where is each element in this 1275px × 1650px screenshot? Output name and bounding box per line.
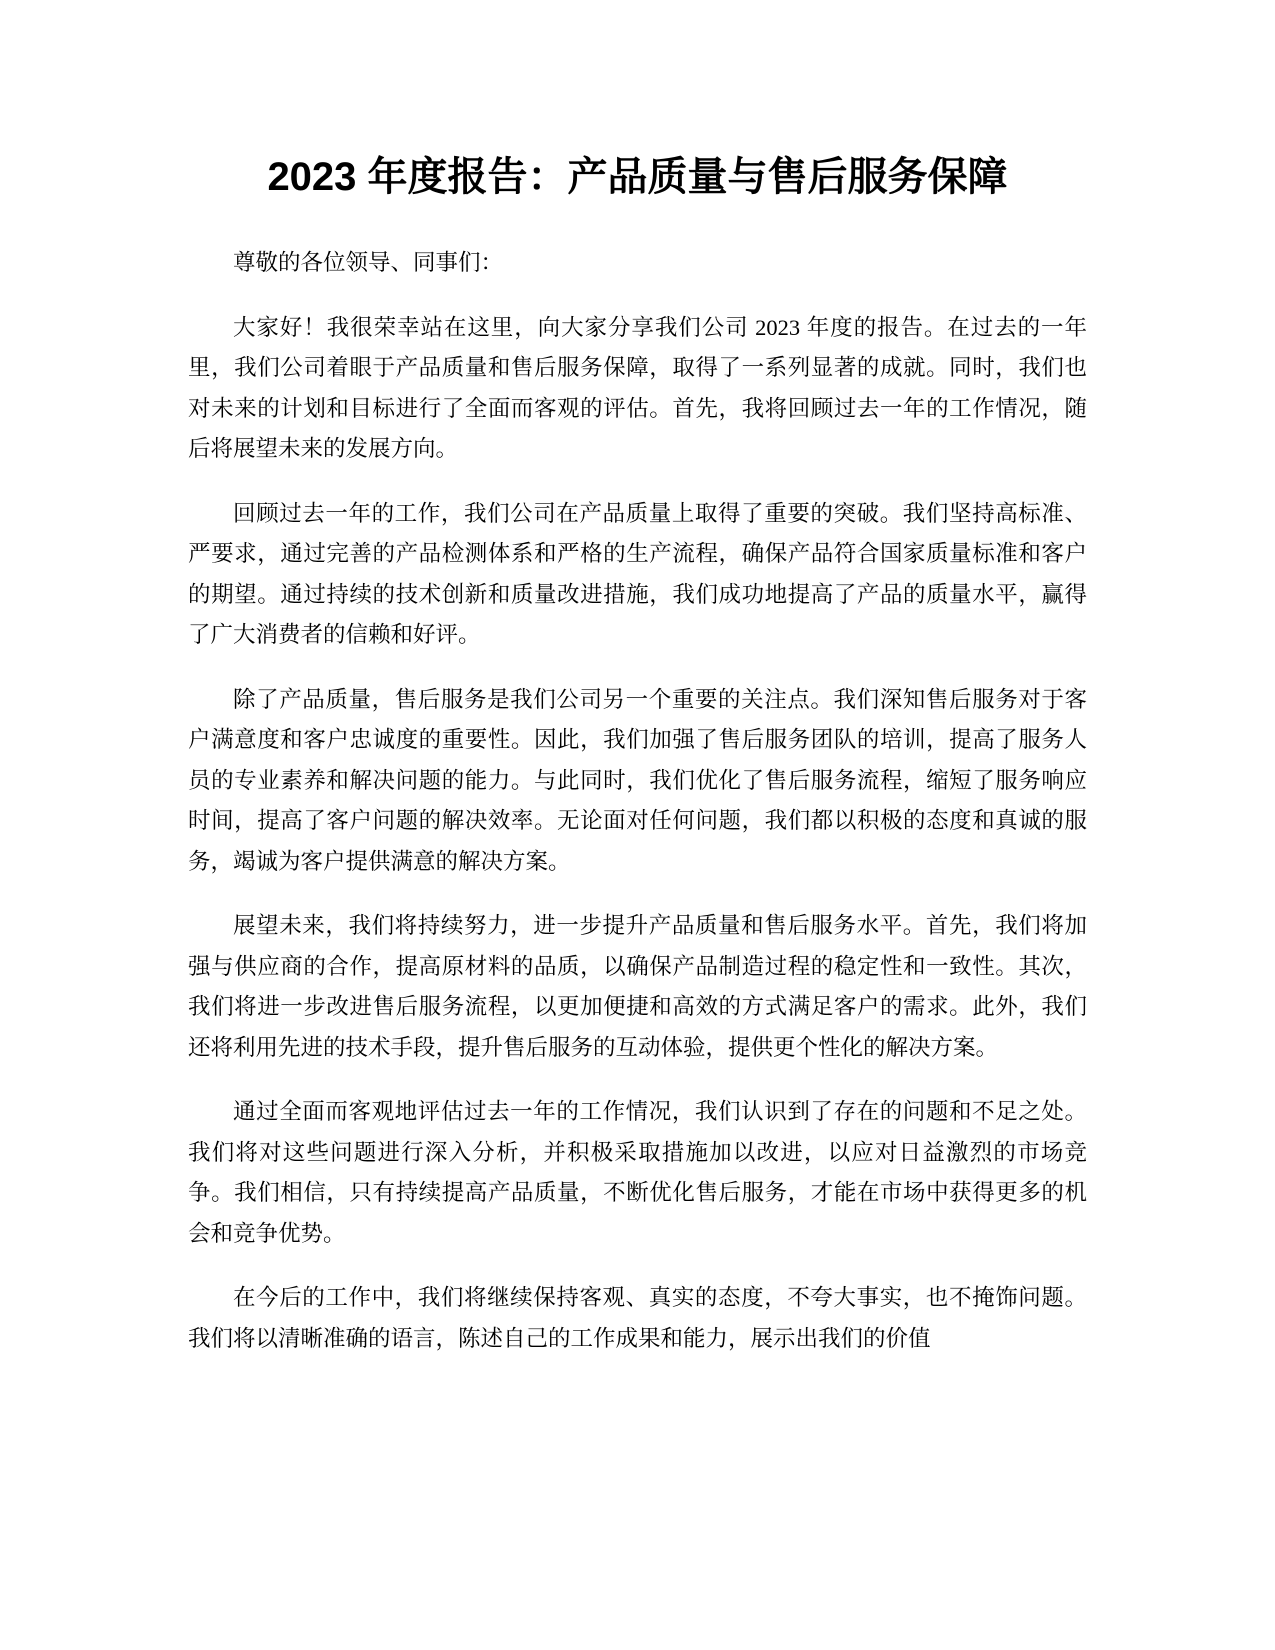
paragraph-future-work: 在今后的工作中，我们将继续保持客观、真实的态度，不夸大事实，也不掩饰问题。我们将以清晰准确的语言，陈述自己的工作成果和能力，展示出我们的价值 (188, 1285, 1087, 1351)
paragraph-evaluation: 通过全面而客观地评估过去一年的工作情况，我们认识到了存在的问题和不足之处。我们将对这些问题进行深入分析，并积极采取措施加以改进，以应对日益激烈的市场竞争。我们相信，只有持续提高产品质量，不断优化售后服务，才能在市场中获得更多的机会和竞争优势。 (188, 1099, 1087, 1246)
paragraph-outlook: 展望未来，我们将持续努力，进一步提升产品质量和售后服务水平。首先，我们将加强与供应商的合作，提高原材料的品质，以确保产品制造过程的稳定性和一致性。其次，我们将进一步改进售后服务流程，以更加便捷和高效的方式满足客户的需求。此外，我们还将利用先进的技术手段，提升售后服务的互动体验，提供更个性化的解决方案。 (188, 913, 1087, 1060)
document-title: 2023 年度报告：产品质量与售后服务保障 (267, 155, 1008, 199)
salutation: 尊敬的各位领导、同事们： (233, 250, 504, 275)
document-body (188, 243, 1087, 1383)
paragraph-intro: 大家好！我很荣幸站在这里，向大家分享我们公司 2023 年度的报告。在过去的一年里，我们公司着眼于产品质量和售后服务保障，取得了一系列显著的成就。同时，我们也对未来的计划和目标进行了全面而客观的评估。首先，我将回顾过去一年的工作情况，随后将展望未来的发展方向。 (188, 314, 1087, 461)
paragraph-product-quality: 回顾过去一年的工作，我们公司在产品质量上取得了重要的突破。我们坚持高标准、严要求，通过完善的产品检测体系和严格的生产流程，确保产品符合国家质量标准和客户的期望。通过持续的技术创新和质量改进措施，我们成功地提高了产品的质量水平，赢得了广大消费者的信赖和好评。 (188, 500, 1087, 647)
paragraph-after-sales: 除了产品质量，售后服务是我们公司另一个重要的关注点。我们深知售后服务对于客户满意度和客户忠诚度的重要性。因此，我们加强了售后服务团队的培训，提高了服务人员的专业素养和解决问题的能力。与此同时，我们优化了售后服务流程，缩短了服务响应时间，提高了客户问题的解决效率。无论面对任何问题，我们都以积极的态度和真诚的服务，竭诚为客户提供满意的解决方案。 (188, 686, 1087, 874)
